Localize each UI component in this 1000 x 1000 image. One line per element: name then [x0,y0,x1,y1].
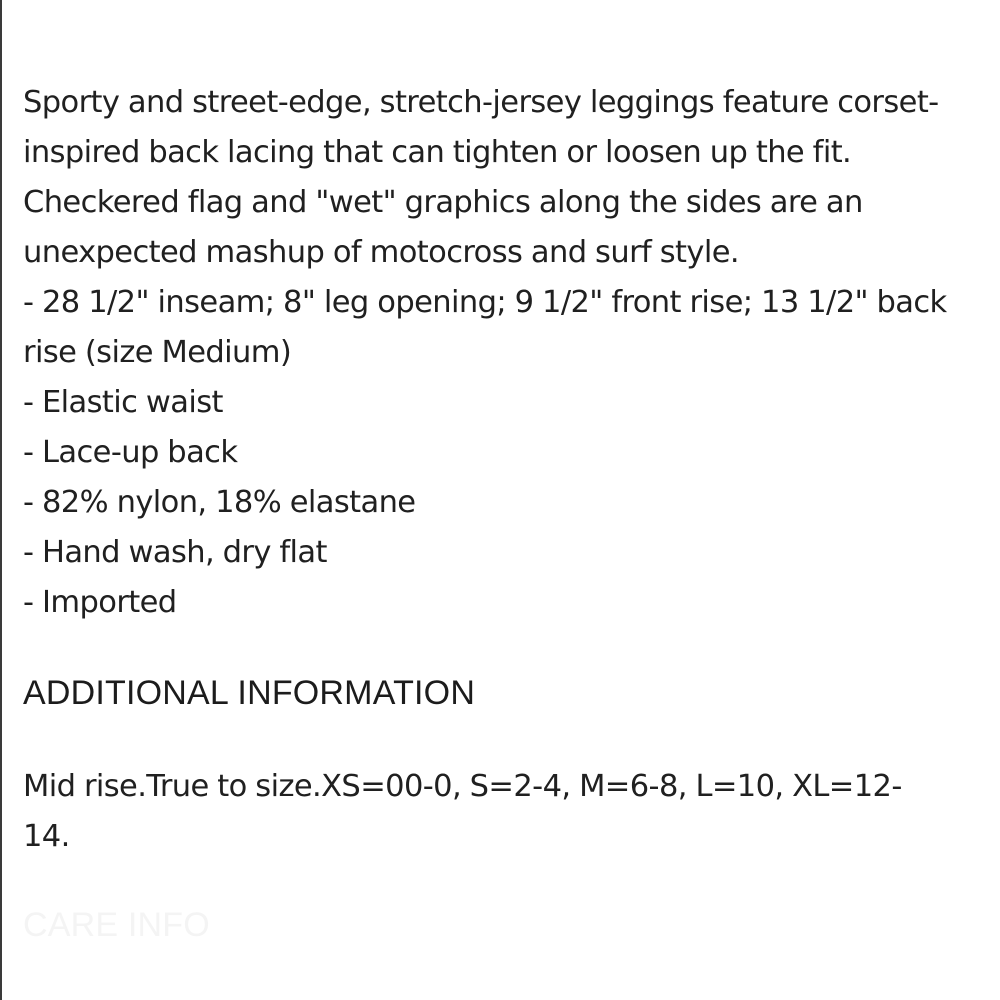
left-border-divider [0,0,2,1000]
additional-information-heading[interactable]: ADDITIONAL INFORMATION [23,674,476,712]
detail-item-back: - Lace-up back [23,435,238,470]
detail-item-care: - Hand wash, dry flat [23,535,327,570]
product-details-list [23,278,983,628]
product-description [23,78,983,628]
care-info-heading[interactable]: CARE INFO [23,906,210,944]
detail-item-waist: - Elastic waist [23,385,223,420]
detail-item-fabric: - 82% nylon, 18% elastane [23,485,416,520]
size-guide-text: Mid rise.True to size.XS=00-0, S=2-4, M=6-8, L=10, XL=12-14. [23,769,902,854]
detail-item-measurements: - 28 1/2" inseam; 8" leg opening; 9 1/2" front rise; 13 1/2" back rise (size Medium) [23,285,947,370]
detail-item-origin: - Imported [23,585,177,620]
description-paragraph: Sporty and street-edge, stretch-jersey leggings feature corset-inspired back lacing that can tighten or loosen up the fit. Checkered flag and "wet" graphics along the sides are an unexpected mashup of motocross and surf style. [23,85,939,270]
